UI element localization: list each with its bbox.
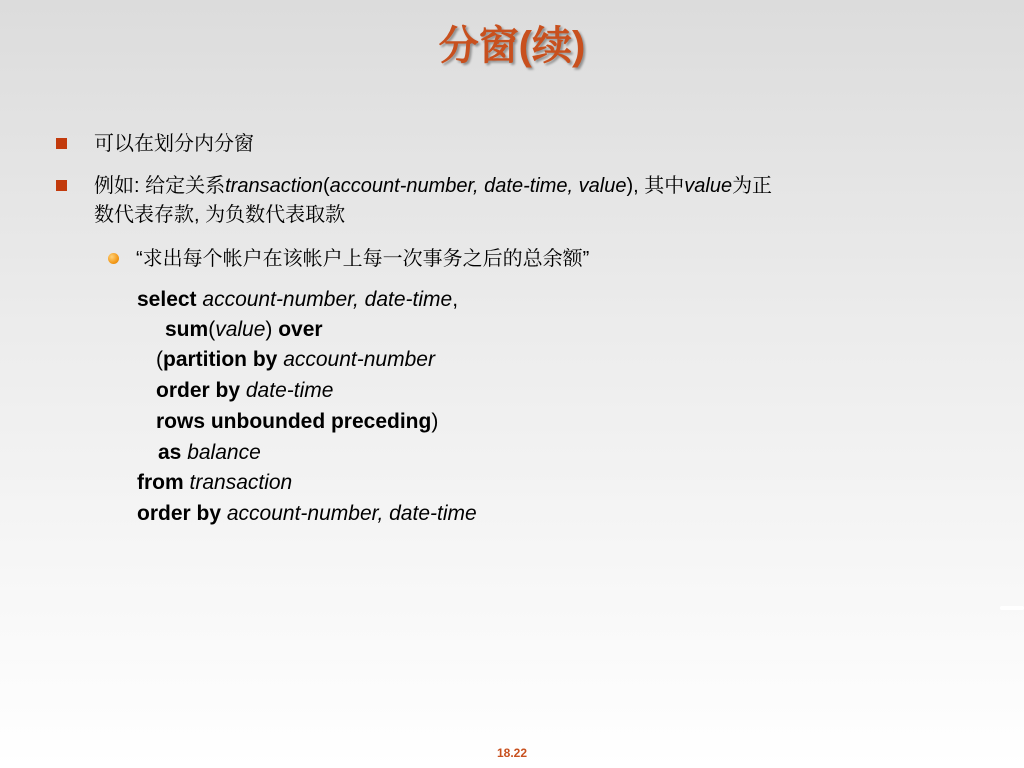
bullet-2-lparen: ( <box>322 175 330 197</box>
sql-line-partition <box>156 348 435 372</box>
sql-keyword-sum: sum <box>165 318 209 341</box>
decorative-stroke <box>1000 606 1024 610</box>
sql-keyword-select: select <box>137 288 197 311</box>
sql-line-rows <box>156 410 438 434</box>
sql-alias: balance <box>187 441 261 464</box>
bullet-2-rparen: ), 其中 <box>626 175 685 197</box>
slide-title: 分窗(续) <box>438 24 586 68</box>
sql-rparen: ) <box>265 318 273 341</box>
relation-attributes: account-number, date-time, value <box>329 175 627 197</box>
sql-line-order-by <box>156 379 333 403</box>
sql-line-sum <box>165 318 323 342</box>
sql-keyword-order-by-final: order by <box>137 502 222 525</box>
relation-name: transaction <box>225 175 323 197</box>
sql-window-lparen: ( <box>156 348 163 371</box>
sql-comma: , <box>452 288 459 311</box>
sql-keyword-rows-unbounded-preceding: rows unbounded preceding <box>156 410 432 433</box>
sql-lparen: ( <box>208 318 216 341</box>
sql-window-rparen: ) <box>431 410 439 433</box>
bullet-2-prefix: 例如: 给定关系 <box>94 175 226 197</box>
value-attribute: value <box>684 175 733 197</box>
bullet-1-text: 可以在划分内分窗 <box>94 133 254 155</box>
sql-select-columns: account-number, date-time <box>202 288 453 311</box>
sql-line-select <box>137 288 458 312</box>
bullet-2-suffix: 为正 <box>732 175 773 197</box>
bullet-2-line-2: 数代表存款, 为负数代表取款 <box>94 204 346 226</box>
sql-line-final-order-by <box>137 502 477 526</box>
sql-partition-column: account-number <box>283 348 435 371</box>
square-bullet-icon <box>56 180 67 191</box>
sql-order-column: date-time <box>245 379 334 402</box>
round-bullet-icon <box>108 253 119 264</box>
sql-keyword-as: as <box>158 441 182 464</box>
sql-final-order-columns: account-number, date-time <box>226 502 477 525</box>
sql-keyword-from: from <box>137 471 184 494</box>
sql-sum-argument: value <box>215 318 266 341</box>
sql-keyword-partition-by: partition by <box>163 348 278 371</box>
sql-from-table: transaction <box>189 471 293 494</box>
page-number: 18.22 <box>496 746 528 760</box>
sql-keyword-order-by: order by <box>156 379 241 402</box>
bullet-2-text <box>94 174 772 198</box>
sql-line-from <box>137 471 292 495</box>
square-bullet-icon <box>56 138 67 149</box>
sql-line-as <box>158 441 261 465</box>
sql-keyword-over: over <box>278 318 323 341</box>
sub-bullet-text: “求出每个帐户在该帐户上每一次事务之后的总余额” <box>136 248 590 270</box>
